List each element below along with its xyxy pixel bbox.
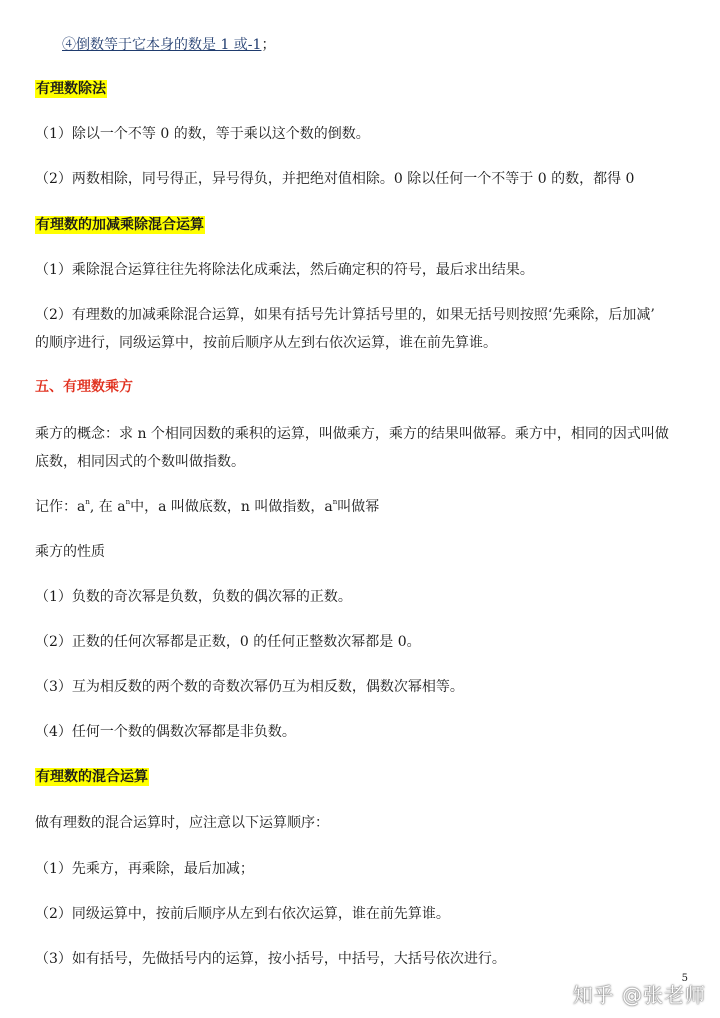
power-property-2: （2）正数的任何次幂都是正数，0 的任何正整数次幂都是 0。: [35, 634, 421, 650]
order-intro: 做有理数的混合运算时，应注意以下运算顺序：: [35, 815, 329, 831]
mixed-rule-1: （1）乘除混合运算往往先将除法化成乘法，然后确定积的符号，最后求出结果。: [35, 262, 534, 278]
heading-power: 五、有理数乘方: [35, 379, 133, 395]
mixed-rule-2b: 的顺序进行，同级运算中，按前后顺序从左到右依次运算，谁在前先算谁。: [35, 335, 497, 351]
notation-part-4: 叫做幂: [337, 499, 380, 515]
order-rule-3: （3）如有括号，先做括号内的运算，按小括号，中括号，大括号依次进行。: [35, 951, 506, 967]
heading-four-operations: [35, 216, 205, 234]
heading-division-text: 有理数除法: [36, 81, 106, 97]
exponent-n-1: n: [85, 498, 90, 506]
notation-part-3: 中，a 叫做底数，n 叫做指数，a: [130, 499, 333, 515]
power-property-3: （3）互为相反数的两个数的奇数次幂仍互为相反数，偶数次幂相等。: [35, 679, 464, 695]
division-rule-2: （2）两数相除，同号得正，异号得负，并把绝对值相除。0 除以任何一个不等于 0 的数，都得 0: [35, 171, 635, 187]
order-rule-2: （2）同级运算中，按前后顺序从左到右依次运算，谁在前先算谁。: [35, 906, 450, 922]
exponent-n-2: n: [125, 498, 131, 506]
mixed-rule-2a: （2）有理数的加减乘除混合运算，如果有括号先计算括号里的，如果无括号则按照‘先乘除，后加减’: [35, 307, 655, 323]
zhihu-watermark: 知乎 @张老师: [572, 983, 706, 1007]
reciprocal-rule-tail: ；: [261, 37, 276, 53]
power-properties-title: 乘方的性质: [35, 544, 105, 560]
notation-part-1: 记作：a: [35, 499, 86, 515]
power-property-1: （1）负数的奇次幂是负数，负数的偶次幂的正数。: [35, 589, 352, 605]
reciprocal-rule-link[interactable]: ④倒数等于它本身的数是 1 或-1: [62, 37, 262, 53]
heading-four-operations-text: 有理数的加减乘除混合运算: [36, 217, 204, 233]
division-rule-1: （1）除以一个不等 0 的数，等于乘以这个数的倒数。: [35, 126, 370, 142]
reciprocal-rule-line: [62, 36, 275, 54]
page-number: 5: [681, 973, 688, 984]
power-definition-b: 底数，相同因式的个数叫做指数。: [35, 454, 245, 470]
exponent-n-3: n: [332, 498, 338, 506]
heading-mixed-operations-text: 有理数的混合运算: [36, 769, 148, 785]
power-property-4: （4）任何一个数的偶数次幂都是非负数。: [35, 724, 296, 740]
notation-line: [35, 498, 379, 516]
order-rule-1: （1）先乘方，再乘除，最后加减；: [35, 861, 254, 877]
heading-division: [35, 80, 107, 98]
power-definition-a: 乘方的概念：求 n 个相同因数的乘积的运算，叫做乘方，乘方的结果叫做幂。乘方中，相同的因式叫做: [35, 426, 669, 442]
notation-part-2: , 在 a: [89, 499, 126, 515]
heading-mixed-operations: [35, 768, 149, 786]
